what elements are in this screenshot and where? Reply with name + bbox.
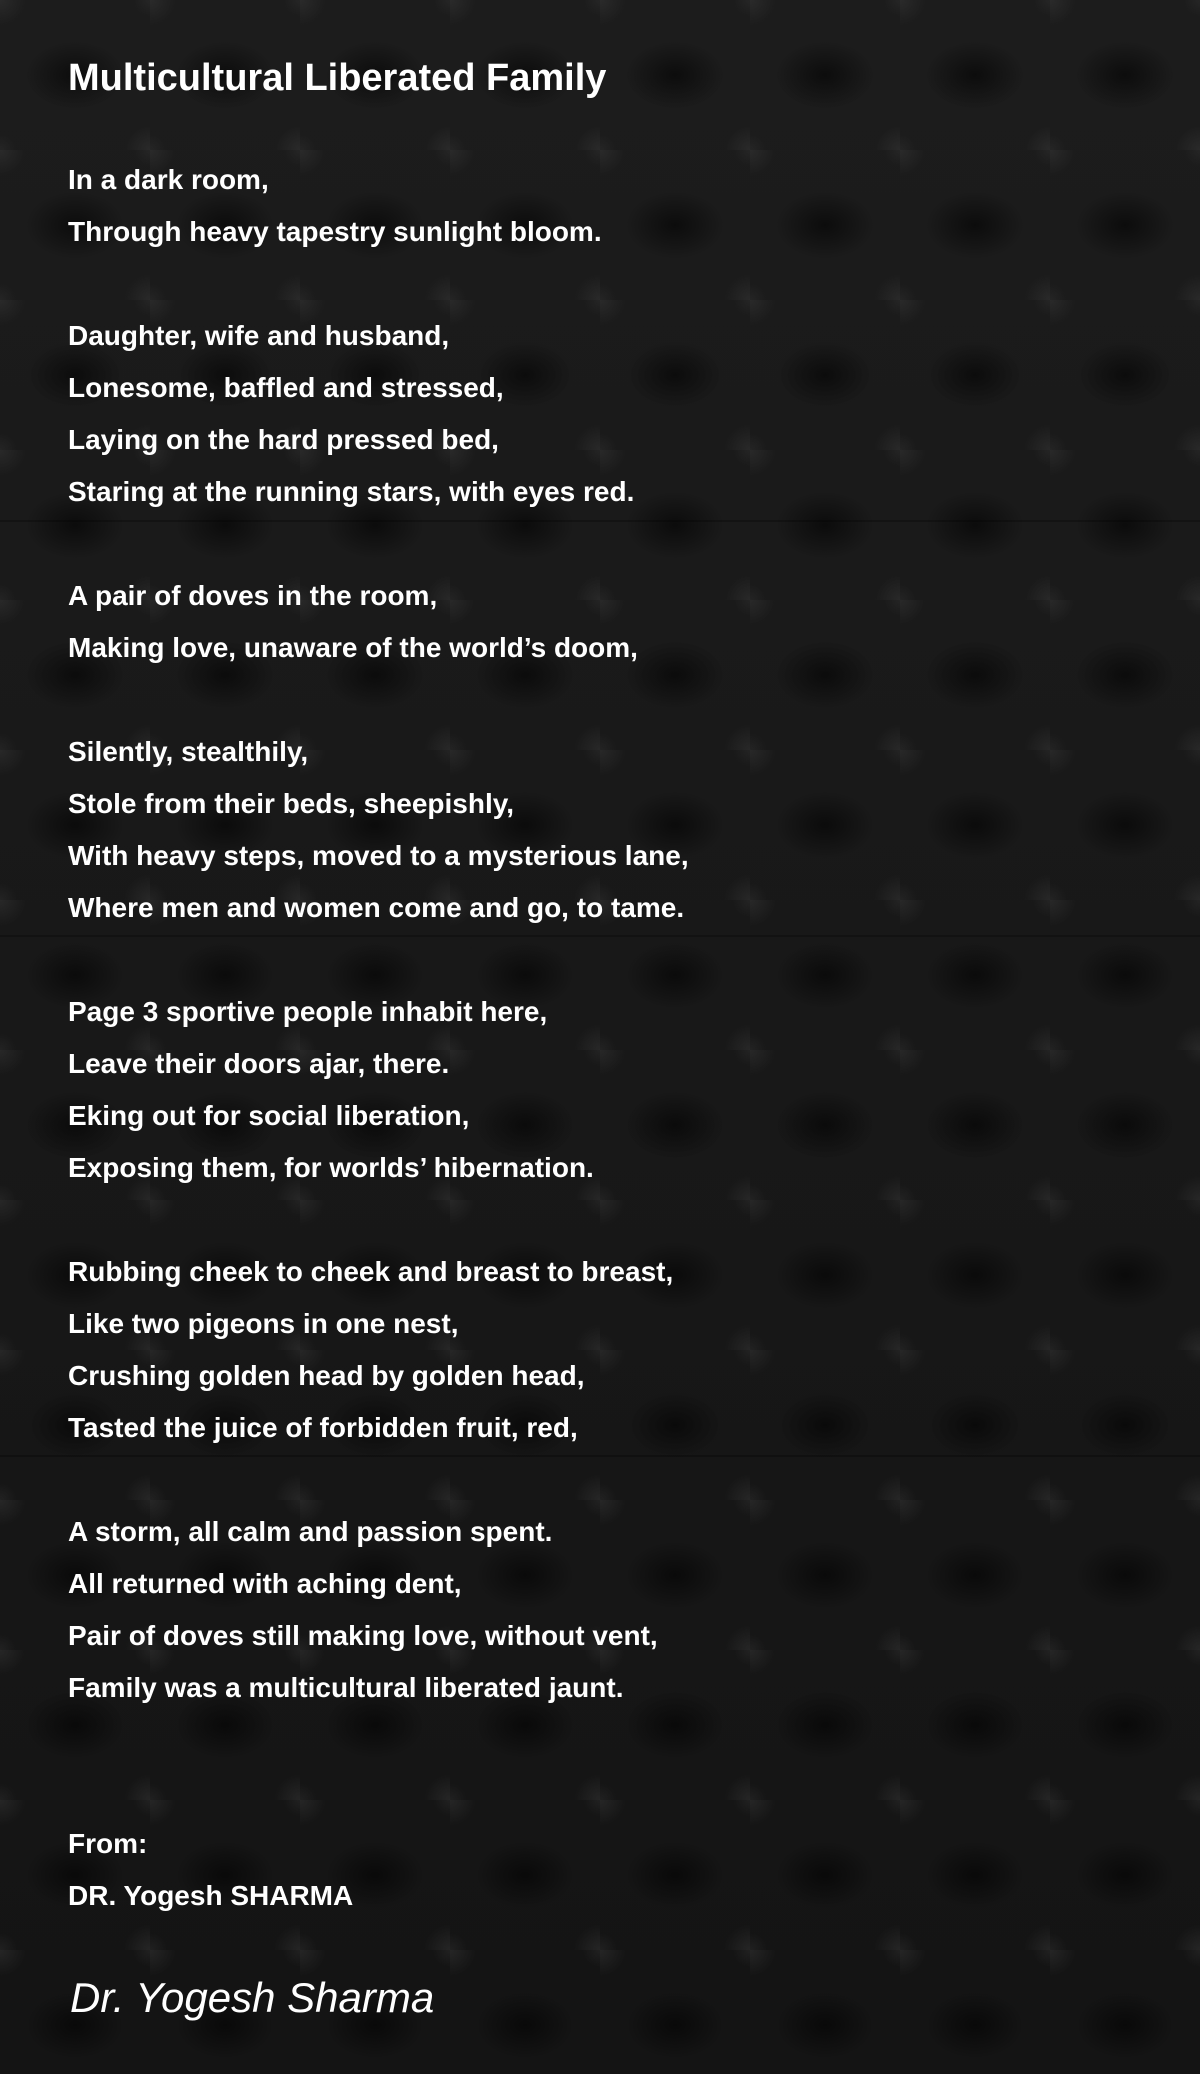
poem-line: Page 3 sportive people inhabit here, [68, 996, 548, 1027]
poem-line: Tasted the juice of forbidden fruit, red, [68, 1412, 578, 1443]
poem-line: Daughter, wife and husband, [68, 320, 450, 351]
poem-line: A pair of doves in the room, [68, 580, 438, 611]
poem-line: Crushing golden head by golden head, [68, 1360, 585, 1391]
stanza [68, 570, 1168, 674]
poem-line: Exposing them, for worlds’ hibernation. [68, 1152, 594, 1183]
poem-line: A storm, all calm and passion spent. [68, 1516, 553, 1547]
poem-line: Rubbing cheek to cheek and breast to breast, [68, 1256, 674, 1287]
poem-line: Where men and women come and go, to tame. [68, 892, 685, 923]
poem-line: Stole from their beds, sheepishly, [68, 788, 515, 819]
stanza [68, 310, 1168, 518]
stanza [68, 1506, 1168, 1714]
poem-title: Multicultural Liberated Family [68, 57, 607, 99]
poem-line: Eking out for social liberation, [68, 1100, 470, 1131]
poem-line: Pair of doves still making love, without vent, [68, 1620, 658, 1651]
poem-line: Family was a multicultural liberated jaunt. [68, 1672, 624, 1703]
stanza [68, 986, 1168, 1194]
poem-line: Like two pigeons in one nest, [68, 1308, 459, 1339]
poem-line: Leave their doors ajar, there. [68, 1048, 450, 1079]
poem-line: Lonesome, baffled and stressed, [68, 372, 504, 403]
stanza [68, 726, 1168, 934]
stanza [68, 154, 1168, 258]
poem-line: All returned with aching dent, [68, 1568, 462, 1599]
poem-line: Laying on the hard pressed bed, [68, 424, 499, 455]
author-name: DR. Yogesh SHARMA [68, 1880, 354, 1911]
author-signature: Dr. Yogesh Sharma [70, 1974, 435, 2021]
from-label: From: [68, 1828, 148, 1859]
author-credit [68, 1818, 1168, 1922]
poem-line: In a dark room, [68, 164, 269, 195]
poem-line: Silently, stealthily, [68, 736, 309, 767]
poem-line: Through heavy tapestry sunlight bloom. [68, 216, 602, 247]
poem-line: Staring at the running stars, with eyes red. [68, 476, 635, 507]
stanza [68, 1246, 1168, 1454]
poem-line: With heavy steps, moved to a mysterious lane, [68, 840, 689, 871]
poem-line: Making love, unaware of the world’s doom, [68, 632, 638, 663]
poem-container [68, 52, 1168, 1922]
